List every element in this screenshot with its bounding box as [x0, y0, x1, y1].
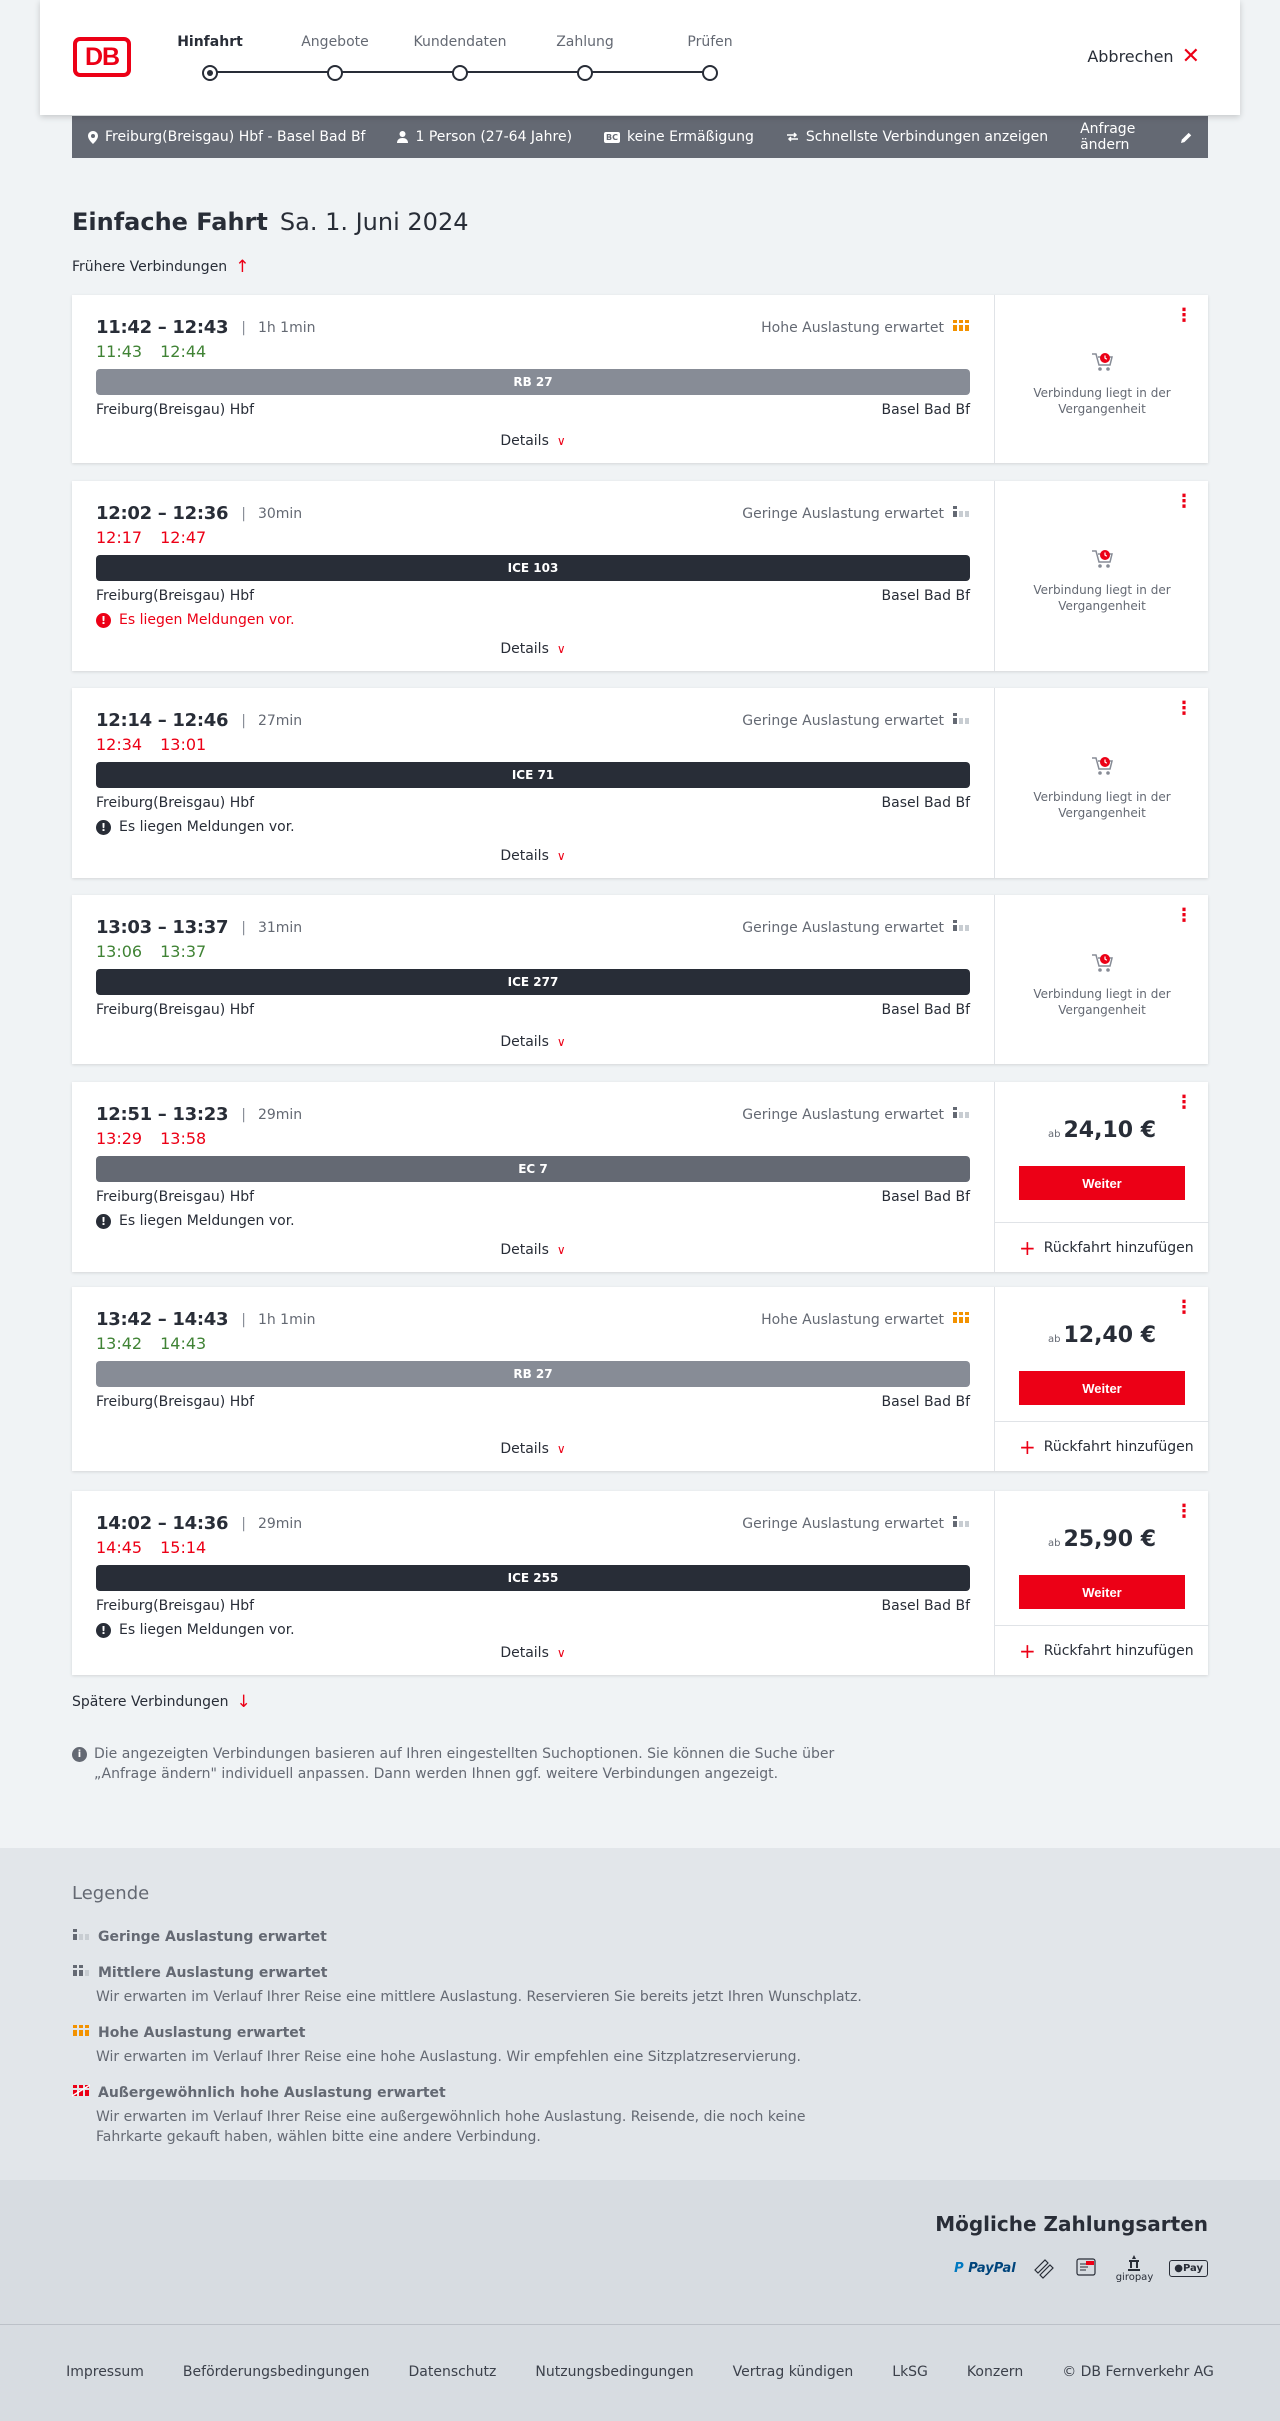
train-bar[interactable]	[96, 1156, 970, 1182]
chevron-down-icon: ∨	[556, 434, 566, 448]
past-connection-info	[995, 753, 1209, 821]
legend-item-title: Mittlere Auslastung erwartet	[98, 1964, 328, 1981]
departure-station: Freiburg(Breisgau) Hbf	[96, 1598, 255, 1614]
earlier-connections-label: Frühere Verbindungen	[72, 259, 228, 275]
travel-duration: 1h 1min	[257, 319, 316, 336]
occupancy-high-icon	[72, 2024, 90, 2041]
more-options-icon[interactable]: ⋮	[1175, 305, 1192, 326]
more-options-icon[interactable]: ⋮	[1175, 1092, 1192, 1113]
arrival-station: Basel Bad Bf	[881, 795, 970, 811]
price	[995, 1323, 1209, 1348]
legend-item	[72, 2024, 872, 2067]
past-connection-label: Verbindung liegt in der Vergangenheit	[1033, 790, 1171, 820]
payment-icons	[954, 2250, 1208, 2286]
arrival-station: Basel Bad Bf	[881, 1002, 970, 1018]
details-label: Details	[500, 848, 549, 864]
arrival-station: Basel Bad Bf	[881, 588, 970, 604]
realtime-departure: 13:29	[96, 1129, 143, 1148]
details-toggle[interactable]	[72, 433, 994, 449]
query-route-label: Freiburg(Breisgau) Hbf - Basel Bad Bf	[105, 129, 366, 145]
train-number: ICE 255	[507, 1571, 559, 1585]
arrow-down-icon: ↓	[236, 1692, 251, 1712]
connection-card[interactable]	[72, 688, 1208, 878]
occupancy-indicator	[742, 1106, 970, 1123]
occupancy-low-icon	[952, 919, 970, 936]
step-dot	[327, 65, 343, 81]
realtime-arrival: 14:43	[160, 1334, 207, 1353]
arrival-station: Basel Bad Bf	[881, 1189, 970, 1205]
query-discount-label: keine Ermäßigung	[627, 129, 754, 145]
footer-link[interactable]: Nutzungsbedingungen	[535, 2364, 694, 2380]
change-query-button[interactable]	[1080, 121, 1192, 153]
step-label: Kundendaten	[413, 34, 507, 50]
legend-item-title: Hohe Auslastung erwartet	[98, 2024, 306, 2041]
site-footer	[0, 2324, 1280, 2421]
query-route[interactable]	[88, 129, 365, 145]
train-number: ICE 277	[507, 975, 559, 989]
realtime-times	[96, 735, 206, 754]
details-label: Details	[500, 1034, 549, 1050]
planned-time-range: 14:02 – 14:36	[96, 1513, 229, 1534]
apple-pay-icon: ●Pay	[1169, 2250, 1208, 2286]
train-number: ICE 71	[511, 768, 555, 782]
query-option-label: Schnellste Verbindungen anzeigen	[805, 129, 1049, 145]
travel-duration: 31min	[257, 919, 303, 936]
connection-card[interactable]	[72, 1491, 1208, 1675]
chevron-down-icon: ∨	[556, 1646, 566, 1660]
cancel-button[interactable]	[1087, 43, 1200, 69]
connection-card[interactable]	[72, 1082, 1208, 1272]
realtime-departure: 13:42	[96, 1334, 143, 1353]
train-number: RB 27	[513, 1367, 553, 1381]
site-header	[40, 0, 1240, 115]
footer-link[interactable]: Beförderungsbedingungen	[182, 2364, 370, 2380]
person-icon	[397, 131, 408, 143]
payment-methods-title: Mögliche Zahlungsarten	[935, 2212, 1208, 2236]
location-pin-icon	[88, 131, 98, 144]
add-return-trip-button[interactable]	[995, 1625, 1209, 1675]
departure-station: Freiburg(Breisgau) Hbf	[96, 402, 255, 418]
connection-card[interactable]	[72, 481, 1208, 671]
alert-icon: !	[96, 613, 111, 628]
occupancy-extreme-icon	[72, 2084, 90, 2101]
occupancy-high-icon	[952, 319, 970, 336]
pencil-icon	[1181, 131, 1192, 144]
alert-icon: !	[96, 1214, 111, 1229]
footer-link[interactable]: Vertrag kündigen	[732, 2364, 854, 2380]
occupancy-label: Hohe Auslastung erwartet	[761, 319, 944, 336]
details-toggle[interactable]	[72, 1441, 994, 1457]
details-label: Details	[500, 641, 549, 657]
travel-duration: 29min	[257, 1515, 303, 1532]
details-toggle[interactable]	[72, 1645, 994, 1661]
step-label: Prüfen	[687, 34, 733, 50]
footer-link[interactable]: Konzern	[966, 2364, 1024, 2380]
past-connection-label: Verbindung liegt in der Vergangenheit	[1033, 583, 1171, 613]
arrival-station: Basel Bad Bf	[881, 402, 970, 418]
footer-link[interactable]: Impressum	[66, 2364, 144, 2380]
train-bar[interactable]	[96, 1361, 970, 1387]
search-info-text: Die angezeigten Verbindungen basieren auf Ihren eingestellten Suchoptionen. Sie können die Suche über „Anfrage ändern" individuell anpassen. Dann werden Ihnen ggf. weitere Verbindungen angezeigt.	[94, 1746, 835, 1782]
more-options-icon[interactable]: ⋮	[1175, 905, 1192, 926]
legend-item	[72, 1964, 872, 2007]
travel-duration: 27min	[257, 712, 303, 729]
cart-past-icon	[1089, 349, 1115, 375]
realtime-departure: 12:17	[96, 528, 143, 547]
chevron-down-icon: ∨	[556, 1442, 566, 1456]
arrival-station: Basel Bad Bf	[881, 1598, 970, 1614]
step-label: Zahlung	[556, 34, 614, 50]
realtime-arrival: 12:47	[160, 528, 207, 547]
offer-panel	[994, 295, 1208, 463]
details-toggle[interactable]	[72, 1242, 994, 1258]
credit-card-icon	[1032, 2250, 1058, 2286]
add-return-trip-button[interactable]	[995, 1222, 1209, 1272]
add-return-trip-label: Rückfahrt hinzufügen	[1043, 1239, 1194, 1256]
step-angebote[interactable]	[275, 34, 395, 50]
legend-item-desc: Wir erwarten im Verlauf Ihrer Reise eine mittlere Auslastung. Reservieren Sie bereits jetzt Ihren Wunschplatz.	[96, 1989, 862, 2005]
offer-panel	[994, 1082, 1208, 1272]
arrival-station: Basel Bad Bf	[881, 1394, 970, 1410]
step-dot	[702, 65, 718, 81]
trip-type-title: Einfache Fahrt	[72, 208, 268, 236]
details-label: Details	[500, 1645, 549, 1661]
alert-icon: !	[96, 820, 111, 835]
query-travellers[interactable]	[397, 129, 572, 145]
info-icon: i	[72, 1747, 87, 1762]
legend-item-title: Geringe Auslastung erwartet	[98, 1928, 327, 1945]
footer-links	[0, 2364, 1280, 2380]
step-pruefen[interactable]	[650, 34, 770, 50]
planned-times	[96, 917, 302, 938]
train-bar[interactable]	[96, 762, 970, 788]
train-number: EC 7	[518, 1162, 548, 1176]
plus-icon: +	[1019, 1235, 1036, 1260]
realtime-departure: 14:45	[96, 1538, 143, 1557]
bahncard-icon: BC	[606, 132, 619, 142]
occupancy-label: Geringe Auslastung erwartet	[742, 1515, 944, 1532]
planned-times	[96, 710, 302, 731]
connection-info	[72, 895, 994, 1064]
continue-button[interactable]	[1019, 1575, 1185, 1609]
legend-item-desc: Wir erwarten im Verlauf Ihrer Reise eine außergewöhnlich hohe Auslastung. Reisende, die noch keine Fahrkarte gekauft haben, wählen bitte eine andere Verbindung.	[96, 2109, 806, 2145]
past-connection-info	[995, 546, 1209, 614]
later-connections-link[interactable]	[72, 1692, 251, 1712]
search-query-bar	[72, 116, 1208, 158]
disruption-text: Es liegen Meldungen vor.	[119, 1213, 295, 1229]
cancel-label: Abbrechen	[1087, 47, 1174, 66]
occupancy-indicator	[742, 505, 970, 522]
alert-icon: !	[96, 1623, 111, 1638]
occupancy-label: Geringe Auslastung erwartet	[742, 1106, 944, 1123]
paypal-icon: P PayPal	[954, 2260, 1016, 2276]
details-label: Details	[500, 433, 549, 449]
planned-times	[96, 1104, 302, 1125]
more-options-icon[interactable]: ⋮	[1175, 491, 1192, 512]
price	[995, 1118, 1209, 1143]
details-label: Details	[500, 1242, 549, 1258]
planned-time-range: 12:14 – 12:46	[96, 710, 229, 731]
continue-label: Weiter	[1082, 1380, 1122, 1396]
realtime-arrival: 13:01	[160, 735, 207, 754]
realtime-arrival: 13:37	[160, 942, 207, 961]
details-toggle[interactable]	[72, 848, 994, 864]
step-label: Angebote	[301, 34, 369, 50]
continue-label: Weiter	[1082, 1584, 1122, 1600]
booking-stepper	[177, 34, 733, 94]
departure-station: Freiburg(Breisgau) Hbf	[96, 588, 255, 604]
occupancy-label: Hohe Auslastung erwartet	[761, 1311, 944, 1328]
train-bar[interactable]	[96, 369, 970, 395]
past-connection-label: Verbindung liegt in der Vergangenheit	[1033, 386, 1171, 416]
offer-panel	[994, 481, 1208, 671]
occupancy-label: Geringe Auslastung erwartet	[742, 712, 944, 729]
occupancy-indicator	[742, 1515, 970, 1532]
swap-arrows-icon	[786, 132, 799, 142]
planned-time-range: 13:42 – 14:43	[96, 1309, 229, 1330]
plus-icon: +	[1019, 1638, 1036, 1663]
connection-info	[72, 1491, 994, 1675]
occupancy-low-icon	[952, 505, 970, 522]
planned-time-range: 12:51 – 13:23	[96, 1104, 229, 1125]
earlier-connections-link[interactable]	[72, 257, 249, 277]
cart-past-icon	[1089, 753, 1115, 779]
divider: |	[241, 1515, 246, 1532]
planned-times	[96, 503, 302, 524]
realtime-times	[96, 1129, 206, 1148]
price-prefix: ab	[1047, 1129, 1061, 1140]
connection-info	[72, 1082, 994, 1272]
train-number: RB 27	[513, 375, 553, 389]
planned-times	[96, 317, 316, 338]
train-number: ICE 103	[507, 561, 559, 575]
legend-item	[72, 1928, 872, 1945]
travel-duration: 29min	[257, 1106, 303, 1123]
legend-section	[0, 1848, 1280, 2180]
departure-station: Freiburg(Breisgau) Hbf	[96, 1189, 255, 1205]
chevron-down-icon: ∨	[556, 642, 566, 656]
planned-time-range: 11:42 – 12:43	[96, 317, 229, 338]
continue-label: Weiter	[1082, 1175, 1122, 1191]
details-label: Details	[500, 1441, 549, 1457]
disruption-message	[96, 1622, 295, 1638]
cart-past-icon	[1089, 950, 1115, 976]
price-amount: 25,90 €	[1063, 1527, 1157, 1552]
details-toggle[interactable]	[72, 1034, 994, 1050]
step-hinfahrt[interactable]	[150, 34, 270, 50]
continue-button[interactable]	[1019, 1166, 1185, 1200]
occupancy-mid-icon	[72, 1964, 90, 1981]
divider: |	[241, 712, 246, 729]
disruption-message	[96, 819, 295, 835]
occupancy-label: Geringe Auslastung erwartet	[742, 919, 944, 936]
later-connections-label: Spätere Verbindungen	[72, 1694, 229, 1710]
arrow-up-icon: ↑	[235, 257, 250, 277]
occupancy-indicator	[742, 919, 970, 936]
realtime-arrival: 15:14	[160, 1538, 207, 1557]
more-options-icon[interactable]: ⋮	[1175, 698, 1192, 719]
step-kundendaten[interactable]	[400, 34, 520, 50]
sepa-direct-debit-icon	[1074, 2250, 1100, 2286]
query-discount[interactable]	[604, 129, 754, 145]
giropay-icon: giropay	[1116, 2250, 1154, 2286]
more-options-icon[interactable]: ⋮	[1175, 1501, 1192, 1522]
realtime-times	[96, 528, 206, 547]
departure-station: Freiburg(Breisgau) Hbf	[96, 795, 255, 811]
realtime-departure: 12:34	[96, 735, 143, 754]
disruption-text: Es liegen Meldungen vor.	[119, 819, 295, 835]
train-bar[interactable]	[96, 969, 970, 995]
connection-info	[72, 1287, 994, 1471]
planned-times	[96, 1513, 302, 1534]
past-connection-label: Verbindung liegt in der Vergangenheit	[1033, 987, 1171, 1017]
add-return-trip-label: Rückfahrt hinzufügen	[1043, 1642, 1194, 1659]
occupancy-low-icon	[72, 1928, 90, 1945]
realtime-times	[96, 942, 206, 961]
close-icon: ✕	[1181, 43, 1200, 69]
planned-time-range: 12:02 – 12:36	[96, 503, 229, 524]
divider: |	[241, 319, 246, 336]
add-return-trip-button[interactable]	[995, 1421, 1209, 1471]
planned-times	[96, 1309, 316, 1330]
disruption-message	[96, 1213, 295, 1229]
occupancy-high-icon	[952, 1311, 970, 1328]
divider: |	[241, 1311, 246, 1328]
connection-info	[72, 481, 994, 671]
details-toggle[interactable]	[72, 641, 994, 657]
disruption-text: Es liegen Meldungen vor.	[119, 612, 295, 628]
chevron-down-icon: ∨	[556, 1035, 566, 1049]
realtime-times	[96, 1334, 206, 1353]
occupancy-low-icon	[952, 1515, 970, 1532]
continue-button[interactable]	[1019, 1371, 1185, 1405]
occupancy-low-icon	[952, 1106, 970, 1123]
step-dot	[577, 65, 593, 81]
db-logo[interactable]: DB	[73, 37, 131, 77]
occupancy-indicator	[761, 319, 970, 336]
offer-panel	[994, 688, 1208, 878]
realtime-times	[96, 1538, 206, 1557]
connection-info	[72, 295, 994, 463]
realtime-departure: 13:06	[96, 942, 143, 961]
price-amount: 12,40 €	[1063, 1323, 1157, 1348]
realtime-arrival: 12:44	[160, 342, 207, 361]
connection-card[interactable]	[72, 895, 1208, 1064]
price-amount: 24,10 €	[1063, 1118, 1157, 1143]
footer-link[interactable]: LkSG	[892, 2364, 928, 2380]
departure-station: Freiburg(Breisgau) Hbf	[96, 1394, 255, 1410]
add-return-trip-label: Rückfahrt hinzufügen	[1043, 1438, 1194, 1455]
divider: |	[241, 1106, 246, 1123]
footer-link[interactable]: © DB Fernverkehr AG	[1062, 2364, 1214, 2380]
plus-icon: +	[1019, 1434, 1036, 1459]
cart-past-icon	[1089, 546, 1115, 572]
departure-station: Freiburg(Breisgau) Hbf	[96, 1002, 255, 1018]
chevron-down-icon: ∨	[556, 849, 566, 863]
planned-time-range: 13:03 – 13:37	[96, 917, 229, 938]
disruption-text: Es liegen Meldungen vor.	[119, 1622, 295, 1638]
price	[995, 1527, 1209, 1552]
offer-panel	[994, 895, 1208, 1064]
offer-panel	[994, 1287, 1208, 1471]
step-dot	[452, 65, 468, 81]
footer-link[interactable]: Datenschutz	[408, 2364, 497, 2380]
disruption-message	[96, 612, 295, 628]
payment-methods-section	[0, 2180, 1280, 2324]
train-bar[interactable]	[96, 1565, 970, 1591]
divider: |	[241, 919, 246, 936]
offer-panel	[994, 1491, 1208, 1675]
query-option[interactable]	[786, 129, 1048, 145]
realtime-times	[96, 342, 206, 361]
occupancy-low-icon	[952, 712, 970, 729]
past-connection-info	[995, 349, 1209, 417]
occupancy-indicator	[742, 712, 970, 729]
connection-card[interactable]	[72, 295, 1208, 463]
past-connection-info	[995, 950, 1209, 1018]
legend-item-title: Außergewöhnlich hohe Auslastung erwartet	[98, 2084, 446, 2101]
price-prefix: ab	[1047, 1538, 1061, 1549]
step-dot-active	[202, 65, 218, 81]
page-title	[72, 208, 468, 236]
divider: |	[241, 505, 246, 522]
step-label: Hinfahrt	[177, 34, 243, 50]
train-bar[interactable]	[96, 555, 970, 581]
trip-date: Sa. 1. Juni 2024	[279, 208, 469, 236]
connection-card[interactable]	[72, 1287, 1208, 1471]
travel-duration: 30min	[257, 505, 303, 522]
change-query-label: Anfrage ändern	[1080, 121, 1136, 153]
legend-item	[72, 2084, 872, 2147]
step-zahlung[interactable]	[525, 34, 645, 50]
more-options-icon[interactable]: ⋮	[1175, 1297, 1192, 1318]
occupancy-label: Geringe Auslastung erwartet	[742, 505, 944, 522]
chevron-down-icon: ∨	[556, 1243, 566, 1257]
travel-duration: 1h 1min	[257, 1311, 316, 1328]
price-prefix: ab	[1047, 1334, 1061, 1345]
search-info-note	[72, 1744, 852, 1784]
legend-title: Legende	[72, 1883, 150, 1904]
occupancy-indicator	[761, 1311, 970, 1328]
connection-info	[72, 688, 994, 878]
legend-item-desc: Wir erwarten im Verlauf Ihrer Reise eine hohe Auslastung. Wir empfehlen eine Sitzplatzreservierung.	[96, 2049, 801, 2065]
realtime-arrival: 13:58	[160, 1129, 207, 1148]
query-travellers-label: 1 Person (27-64 Jahre)	[415, 129, 573, 145]
realtime-departure: 11:43	[96, 342, 143, 361]
